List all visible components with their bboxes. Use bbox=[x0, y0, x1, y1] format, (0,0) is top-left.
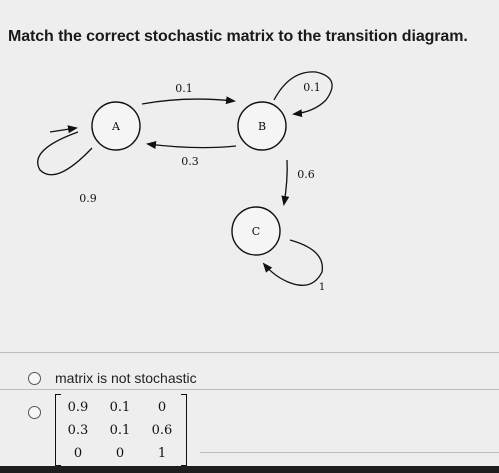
edge-label-b-loop: 0.1 bbox=[303, 81, 321, 94]
matrix-cell: 0.1 bbox=[109, 400, 131, 415]
matrix-cell: 0.3 bbox=[67, 423, 89, 438]
divider-middle bbox=[0, 389, 499, 390]
edge-label-b-to-c: 0.6 bbox=[297, 168, 315, 181]
bottom-edge bbox=[0, 466, 499, 473]
question-text: Match the correct stochastic matrix to the transition diagram. bbox=[8, 28, 468, 45]
node-c bbox=[232, 207, 280, 255]
edge-a-to-b bbox=[142, 99, 234, 104]
matrix-cell: 0.9 bbox=[67, 400, 89, 415]
stochastic-matrix bbox=[55, 394, 187, 464]
option-matrix[interactable] bbox=[28, 406, 41, 419]
matrix-cell: 0 bbox=[157, 400, 167, 415]
svg-text:B: B bbox=[257, 120, 267, 133]
edge-label-a-loop: 0.9 bbox=[79, 192, 97, 205]
matrix-cell: 0.1 bbox=[109, 423, 131, 438]
divider-bottom bbox=[200, 452, 499, 453]
matrix-cell: 1 bbox=[157, 446, 167, 461]
node-b bbox=[238, 102, 286, 150]
option-label: matrix is not stochastic bbox=[55, 370, 197, 386]
edge-b-to-c bbox=[284, 160, 287, 204]
option-not-stochastic[interactable] bbox=[28, 370, 197, 386]
svg-text:C: C bbox=[251, 225, 261, 238]
divider-top bbox=[0, 352, 499, 353]
node-a bbox=[92, 102, 140, 150]
edge-label-b-to-a: 0.3 bbox=[181, 155, 199, 168]
radio-button[interactable] bbox=[28, 406, 41, 419]
edge-label-a-to-b: 0.1 bbox=[175, 82, 193, 95]
radio-button[interactable] bbox=[28, 372, 41, 385]
matrix-right-bracket bbox=[181, 394, 187, 466]
edge-b-to-a bbox=[148, 144, 236, 148]
matrix-cell: 0 bbox=[73, 446, 83, 461]
edge-label-c-loop: 1 bbox=[318, 282, 326, 293]
svg-text:A: A bbox=[112, 120, 120, 133]
matrix-cell: 0 bbox=[115, 446, 125, 461]
edge-a-loop bbox=[38, 132, 92, 175]
matrix-cell: 0.6 bbox=[151, 423, 173, 438]
